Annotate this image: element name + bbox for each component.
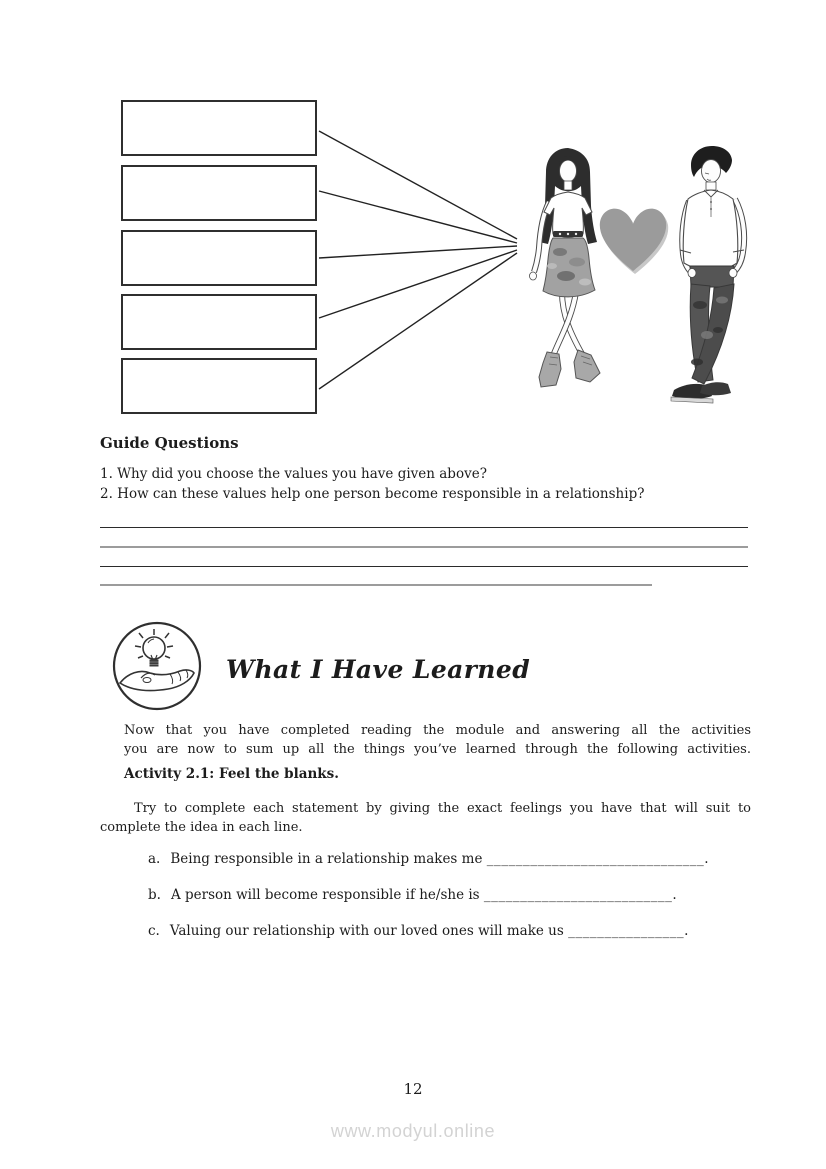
activity-heading: Activity 2.1: Feel the blanks.	[124, 766, 339, 782]
fill-item-b	[148, 887, 768, 907]
paragraph-line: you are now to sum up all the things you’ve learned through the following activities.	[124, 742, 751, 757]
value-box	[121, 230, 317, 286]
paragraph-line: Try to complete each statement by giving the exact feelings you have that will suit to	[134, 801, 751, 816]
item-blank: ______________________________	[486, 851, 705, 867]
item-blank: __________________________	[483, 887, 673, 903]
item-label: a.	[148, 851, 161, 867]
answer-line	[100, 584, 652, 586]
activity-intro-paragraph	[100, 799, 751, 837]
value-box	[121, 294, 317, 350]
item-suffix: .	[672, 887, 677, 903]
paragraph-line: complete the idea in each line.	[100, 820, 303, 835]
woman-figure	[530, 148, 601, 387]
section-heading: What I Have Learned	[226, 655, 531, 684]
couple-illustration	[500, 140, 760, 410]
item-text: A person will become responsible if he/she is	[170, 887, 480, 903]
watermark: www.modyul.online	[330, 1121, 496, 1141]
man-figure	[671, 146, 744, 403]
fill-item-a	[148, 851, 768, 871]
paragraph-line: Now that you have completed reading the module and answering all the activities	[124, 723, 751, 738]
item-suffix: .	[704, 851, 709, 867]
answer-line	[100, 566, 748, 567]
answer-line	[100, 527, 748, 528]
item-text: Being responsible in a relationship makes me	[170, 851, 483, 867]
heart-icon	[600, 209, 668, 274]
fill-item-c	[148, 923, 768, 943]
connector-line	[319, 253, 517, 389]
value-box	[121, 358, 317, 414]
connector-line	[319, 191, 517, 243]
learned-intro-paragraph	[124, 721, 751, 759]
guide-question-2: 2. How can these values help one person become responsible in a relationship?	[100, 486, 645, 502]
connector-line	[319, 250, 517, 318]
connector-line	[319, 131, 517, 239]
value-box	[121, 100, 317, 156]
item-label: b.	[148, 887, 161, 903]
item-label: c.	[148, 923, 160, 939]
hand-holding-lightbulb-icon	[111, 620, 203, 712]
guide-questions-heading: Guide Questions	[100, 434, 239, 452]
guide-question-1: 1. Why did you choose the values you have given above?	[100, 466, 487, 482]
answer-line	[100, 546, 748, 548]
value-box	[121, 165, 317, 221]
item-blank: ________________	[568, 923, 685, 939]
item-suffix: .	[684, 923, 689, 939]
item-text: Valuing our relationship with our loved ones will make us	[169, 923, 564, 939]
connector-line	[319, 246, 517, 258]
page-number: 12	[403, 1080, 423, 1098]
